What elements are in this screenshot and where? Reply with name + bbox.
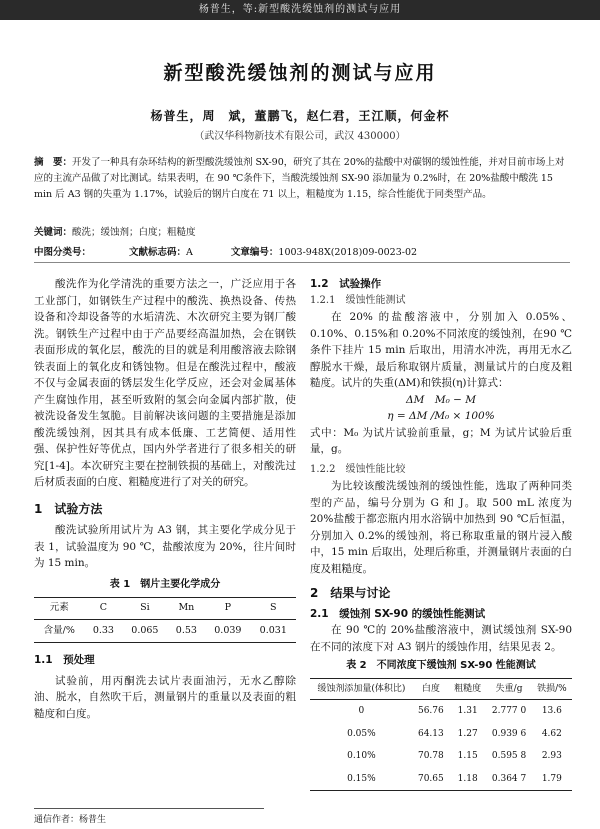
section-1-2-1-text: 在 20% 的盐酸溶液中，分别加入 0.05%、0.10%、0.15%和 0.20%不同浓度的缓蚀剂，在90 ℃条件下挂片 15 min 后取出，用清水冲洗，再用无水乙醇脱水干燥，最后称取钢片质量，测量试片的白度及粗糙度。试片的失重(ΔM)和铁损(η)计算式： bbox=[310, 311, 572, 389]
table-2-header: 白度 bbox=[413, 678, 449, 700]
table-cell: 0.595 8 bbox=[491, 751, 527, 761]
doc-code bbox=[129, 244, 193, 258]
abstract bbox=[34, 155, 570, 203]
section-1-text: 酸洗试验所用试片为 A3 钢，其主要化学成分见于表 1，试验温度为 90 ℃，盐酸浓度为 20%，往片间时为 15 min。 bbox=[34, 524, 296, 569]
header-divider bbox=[34, 262, 570, 263]
section-1-2-1-heading: 1.2.1 缓蚀性能测试 bbox=[310, 294, 406, 306]
table-cell: 0.10% bbox=[347, 751, 376, 761]
table-1-header: P bbox=[205, 598, 250, 620]
table-cell: 1.18 bbox=[457, 773, 478, 784]
table-1-caption: 表 1 钢片主要化学成分 bbox=[109, 578, 221, 590]
table-cell: 0.364 7 bbox=[491, 773, 527, 784]
table-cell: 70.65 bbox=[417, 773, 444, 784]
section-1-1-heading: 1.1 预处理 bbox=[34, 654, 95, 666]
table-2-header: 失重/g bbox=[486, 678, 531, 700]
table-1-header: Mn bbox=[168, 598, 206, 620]
table-row bbox=[310, 723, 572, 746]
table-2-caption: 表 2 不同浓度下缓蚀剂 SX-90 性能测试 bbox=[346, 660, 536, 671]
keywords-label: 关键词： bbox=[34, 227, 73, 238]
clc-label: 中图分类号： bbox=[34, 247, 92, 258]
table-cell: 含量/% bbox=[43, 624, 75, 636]
running-header: 杨普生，等:新型酸洗缓蚀剂的测试与应用 bbox=[0, 0, 600, 20]
keywords bbox=[34, 224, 570, 238]
corresponding-author-note: 通信作者：杨普生 bbox=[34, 808, 264, 825]
doc-code-label: 文献标志码： bbox=[129, 247, 187, 258]
section-1-2-heading: 1.2 试验操作 bbox=[310, 278, 382, 290]
section-1-2-2-heading: 1.2.2 缓蚀性能比较 bbox=[310, 463, 406, 475]
abstract-text: 开发了一种具有杂环结构的新型酸洗缓蚀剂 SX-90，研究了其在 20%的盐酸中对碳钢的缓蚀性能，并对目前市场上对应的主流产品做了对比测试。结果表明，在 90 ℃条件下，当酸洗缓蚀剂 SX-90 添加量为 0.2%时，在 20%盐酸中酸洗 15 min 后 A3 钢的失重为 1.17%，试验后的钢片白度在 71 以上，粗糙度为 1.15，综合性能优于同类型产品。 bbox=[34, 157, 565, 200]
table-2 bbox=[310, 678, 572, 792]
equation-1: ΔM M₀ − M bbox=[405, 393, 477, 406]
table-cell: 0.039 bbox=[214, 624, 242, 636]
table-row bbox=[310, 768, 572, 791]
article-id bbox=[231, 244, 417, 258]
clc-number bbox=[34, 244, 91, 258]
table-2-header: 粗糙度 bbox=[449, 678, 486, 700]
section-2-1-text: 在 90 ℃的 20%盐酸溶液中，测试缓蚀剂 SX-90 在不同的浓度下对 A3 钢片的缓蚀作用，结果见表 2。 bbox=[310, 624, 572, 653]
keywords-text: 酸洗；缓蚀剂；白度；粗糙度 bbox=[72, 227, 196, 238]
table-2-header: 缓蚀剂添加量(体积比) bbox=[310, 678, 413, 700]
right-column bbox=[310, 276, 572, 791]
table-cell: 0.33 bbox=[92, 624, 114, 636]
left-column bbox=[34, 276, 296, 722]
table-row bbox=[310, 700, 572, 723]
table-1-header: 元素 bbox=[34, 598, 85, 620]
article-id-value: 1003-948X(2018)09-0023-02 bbox=[278, 247, 418, 258]
table-1-header: Si bbox=[122, 598, 167, 620]
article-title: 新型酸洗缓蚀剂的测试与应用 bbox=[163, 62, 437, 84]
section-1-1-text: 试验前，用丙酮洗去试片表面油污，无水乙醇除油、脱水，自然吹干后，测量钢片的重量以及表面的粗糙度和白度。 bbox=[34, 674, 296, 720]
table-cell: 0.939 6 bbox=[491, 728, 527, 739]
table-1-header: S bbox=[251, 598, 296, 620]
table-cell: 64.13 bbox=[417, 728, 444, 739]
intro-paragraph: 酸洗作为化学清洗的重要方法之一，广泛应用于各工业部门，如钢铁生产过程中的酸洗、换热设备、传热设备和冷却设备等的水垢清洗、木次研究主要为钢厂酸洗。钢铁生产过程中由于产品要经高温加热，会在钢铁表面形成的氧化层，酸洗的目的就是利用酸溶液去除钢铁表面上的氧化皮和锈蚀物。但是在酸洗过程中，酸液不仅与金属表面的锈层发生化学反应，还会对金属基体产生腐蚀作用，甚至听致附的氢会向金属内部扩散，使被洗设备发生氢脆。目前解决该问题的主要措施是添加酸洗缓蚀剂，因其具有成本低廉、工艺简便、适用性强、保护性好等优点，国内外学者进行了很多相关的研究[1-4]。本次研究主要在控制铁损的基础上，对酸洗过后材质表面的白度、粗糙度进行了对关的研究。 bbox=[34, 278, 296, 488]
equation-2: η = ΔM /M₀ × 100% bbox=[387, 410, 495, 422]
doc-code-value: A bbox=[186, 247, 193, 258]
table-cell: 56.76 bbox=[417, 706, 444, 716]
table-row bbox=[34, 619, 296, 643]
table-cell: 70.78 bbox=[417, 751, 444, 761]
affiliation: （武汉华科物新技术有限公司，武汉 430000） bbox=[194, 131, 406, 142]
section-1-2-2-text: 为比较该酸洗缓蚀剂的缓蚀性能，选取了两种同类型的产品，编号分别为 G 和 J。取 500 mL 浓度为 20%盐酸于都恋瓶内用水浴锅中加热到 90 ℃后恒温，分别加入 0.2%的缓蚀剂，将已称取重量的钢片浸入酸中，15 min 后取出，处理后称重，并测量钢片表面的白度及粗糙度。 bbox=[310, 480, 572, 575]
table-row bbox=[310, 745, 572, 768]
section-2-1-heading: 2.1 缓蚀剂 SX-90 的缓蚀性能测试 bbox=[310, 607, 486, 620]
section-1-heading: 1 试验方法 bbox=[34, 501, 103, 516]
table-1-header: C bbox=[85, 598, 123, 620]
author-list: 杨普生，周 斌，董鹏飞，赵仁君，王江顺，何金杯 bbox=[150, 109, 450, 123]
table-cell: 13.6 bbox=[541, 706, 562, 716]
table-cell: 0.15% bbox=[347, 773, 376, 784]
table-cell: 2.777 0 bbox=[491, 706, 527, 716]
table-cell: 0.05% bbox=[347, 728, 376, 739]
section-2-heading: 2 结果与讨论 bbox=[310, 586, 391, 600]
table-cell: 0.53 bbox=[175, 624, 197, 636]
table-cell: 1.15 bbox=[457, 751, 478, 761]
article-id-label: 文章编号： bbox=[230, 247, 279, 258]
article-meta bbox=[34, 244, 570, 258]
table-cell: 4.62 bbox=[541, 728, 562, 739]
table-cell: 2.93 bbox=[541, 751, 562, 761]
table-cell: 1.27 bbox=[457, 728, 478, 739]
table-cell: 0.031 bbox=[259, 624, 287, 636]
abstract-label: 摘 要： bbox=[34, 157, 73, 168]
table-1 bbox=[34, 597, 296, 643]
table-cell: 0.065 bbox=[131, 624, 159, 636]
table-cell: 1.79 bbox=[541, 773, 562, 784]
table-cell: 1.31 bbox=[457, 706, 478, 716]
table-2-header: 铁损/% bbox=[532, 678, 572, 700]
equation-note: 式中：M₀ 为试片试验前重量，g；M 为试片试验后重量，g。 bbox=[310, 426, 572, 455]
table-cell: 0 bbox=[358, 706, 365, 716]
